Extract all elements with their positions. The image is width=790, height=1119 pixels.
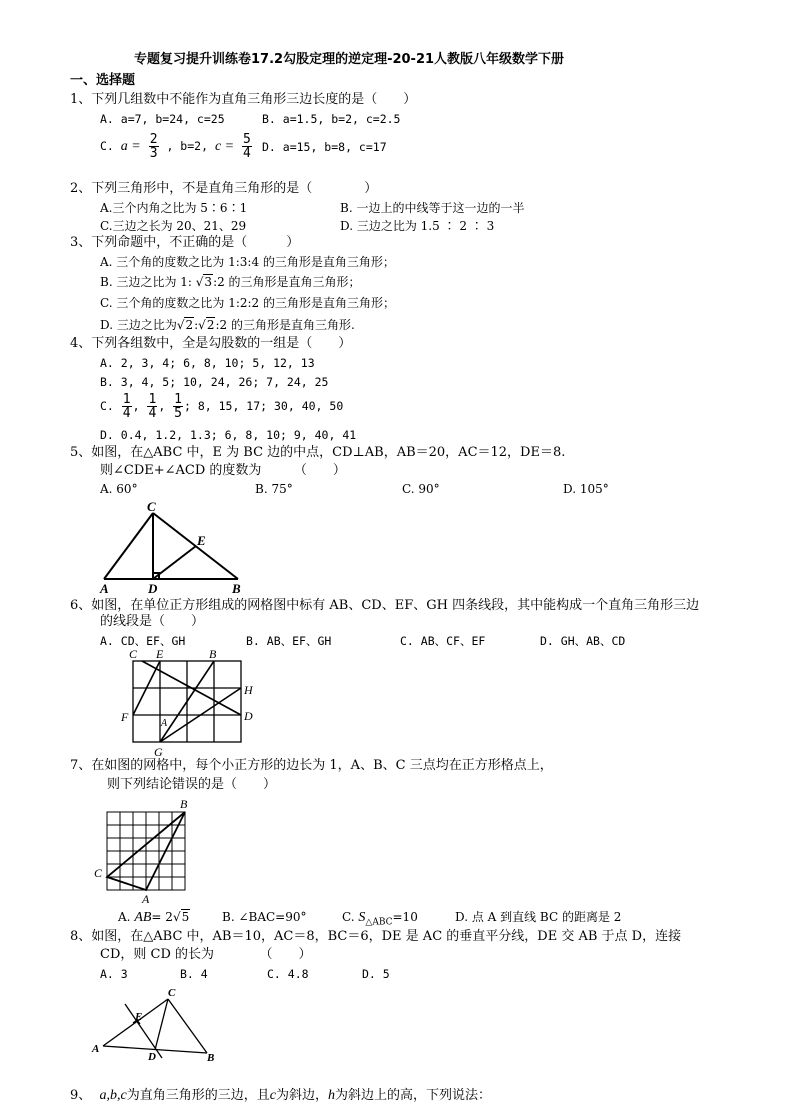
q5-stem-line1: 5、如图，在△ABC 中，E 为 BC 边的中点，CD⊥AB，AB＝20，AC＝12，DE＝8.	[70, 445, 566, 460]
q2-option-b: B. 一边上的中线等于这一边的一半	[340, 201, 525, 215]
q8-option-b: B. 4	[180, 967, 208, 981]
q8-stem-line1: 8、如图，在△ABC 中，AB＝10，AC＝8，BC＝6，DE 是 AC 的垂直平分线，DE 交 AB 于点 D，连接	[70, 929, 682, 944]
q1-option-d: D. a=15, b=8, c=17	[262, 140, 387, 154]
q9-text2: 为斜边，	[276, 1088, 329, 1103]
q3-option-b: B. 三边之比为 1: √3:2 的三角形是直角三角形；	[100, 275, 361, 289]
q3-option-a: A. 三个角的度数之比为 1:3:4 的三角形是直角三角形；	[100, 255, 395, 269]
q3-option-d-colon: :	[194, 318, 199, 332]
q7-grid-figure	[90, 795, 210, 905]
q4-option-b: B. 3, 4, 5; 10, 24, 26; 7, 24, 25	[100, 375, 329, 389]
q6-label-c: C	[129, 647, 138, 661]
q4-frac3	[173, 393, 183, 420]
q6-stem-line2: 的线段是（ ）	[100, 614, 205, 629]
q8-label-c: C	[168, 987, 176, 999]
q7-option-a-expr: AB	[134, 910, 152, 925]
q7-option-d: D. 点 A 到直线 BC 的距离是 2	[455, 910, 622, 924]
q6-label-e: E	[156, 647, 164, 661]
q5-option-c: C. 90°	[402, 482, 440, 496]
q9-var-h: h	[328, 1088, 336, 1103]
q3-option-b-post: :2 的三角形是直角三角形；	[213, 275, 361, 289]
frac-numerator: 1	[122, 392, 131, 407]
q8-triangle-figure	[85, 984, 235, 1064]
q8-option-d: D. 5	[362, 967, 390, 981]
q7-option-a: A. AB= 2√5	[118, 910, 190, 925]
q5-label-c: C	[147, 499, 156, 514]
q7-option-c-s: S	[358, 910, 366, 925]
q1-option-c-frac1	[149, 133, 159, 160]
q8-option-c: C. 4.8	[267, 967, 309, 981]
q8-label-b: B	[207, 1052, 215, 1064]
q7-label-a: A	[142, 892, 150, 905]
q7-label-c: C	[94, 866, 103, 880]
q7-stem-line1: 7、在如图的网格中，每个小正方形的边长为 1，A、B、C 三点均在正方形格点上，	[70, 758, 553, 773]
q2-stem: 2、下列三角形中，不是直角三角形的是（ ）	[70, 181, 378, 196]
q2-option-c: C.三边之长为 20、21、29	[100, 219, 247, 233]
q6-grid-figure	[115, 645, 265, 760]
q6-option-a: A. CD、EF、GH	[100, 634, 186, 648]
q3-option-b-radicand: 3	[204, 275, 213, 289]
q6-label-b: B	[209, 647, 217, 661]
q6-label-d: D	[244, 709, 253, 723]
q9-text1: 为直角三角形的三边，且	[126, 1088, 270, 1103]
q3-option-d-radicand2: 2	[206, 318, 215, 332]
q8-label-d: D	[148, 1051, 156, 1063]
q7-option-a-radicand: 5	[181, 910, 190, 924]
q5-label-e: E	[197, 533, 206, 548]
q5-option-a: A. 60°	[100, 482, 138, 496]
q1-option-a: A. a=7, b=24, c=25	[100, 112, 225, 126]
q1-option-c	[100, 128, 253, 164]
frac-denominator: 4	[148, 406, 157, 421]
q7-option-c	[342, 910, 418, 929]
q4-frac2	[147, 393, 157, 420]
frac-denominator: 4	[122, 406, 131, 421]
q3-stem: 3、下列命题中，不正确的是（ ）	[70, 235, 300, 250]
q7-stem-line2: 则下列结论错误的是（ ）	[107, 777, 277, 792]
q5-label-b: B	[232, 581, 241, 596]
q2-option-a: A.三个内角之比为 5∶6∶1	[100, 201, 248, 215]
q4-option-c-letter: C.	[100, 399, 114, 413]
q8-label-a: A	[92, 1043, 100, 1055]
section-heading: 一、选择题	[70, 73, 136, 88]
q1-option-c-frac2	[242, 133, 252, 160]
frac-numerator: 2	[149, 132, 158, 147]
q6-stem-line1: 6、如图，在单位正方形组成的网格图中标有 AB、CD、EF、GH 四条线段，其中能构成一个直角三角形三边	[70, 598, 700, 613]
q4-option-c-post: ; 8, 15, 17; 30, 40, 50	[184, 399, 344, 413]
q1-option-c-c: c =	[214, 139, 235, 154]
frac-denominator: 4	[243, 146, 251, 161]
q8-stem-line2: CD，则 CD 的长为 （ ）	[100, 947, 312, 962]
q7-option-b: B. ∠BAC=90°	[222, 910, 307, 924]
q4-stem: 4、下列各组数中，全是勾股数的一组是（ ）	[70, 336, 352, 351]
frac-denominator: 3	[149, 146, 158, 161]
q6-label-h: H	[244, 683, 253, 697]
q8-option-a: A. 3	[100, 967, 128, 981]
q1-stem: 1、下列几组数中不能作为直角三角形三边长度的是（ ）	[70, 92, 417, 107]
q9-number: 9、	[70, 1088, 92, 1103]
q5-option-b: B. 75°	[255, 482, 293, 496]
q6-option-c: C. AB、CF、EF	[400, 634, 486, 648]
q5-stem-line2: 则∠CDE+∠ACD 的度数为 （ ）	[100, 463, 346, 478]
q1-option-c-a: a =	[120, 139, 141, 154]
q5-option-d: D. 105°	[563, 482, 609, 496]
q4-option-d: D. 0.4, 1.2, 1.3; 6, 8, 10; 9, 40, 41	[100, 428, 357, 442]
frac-numerator: 1	[174, 392, 182, 407]
q9-stem	[70, 1089, 491, 1103]
q7-option-c-letter: C.	[342, 910, 355, 924]
q4-option-c: C. $\frac{1}{4}$ , $\frac{1}{4}$ , $\frac{1}{5}$ ; 8, 15, 17; 30, 40, 50	[100, 392, 344, 421]
q8-label-e: E	[135, 1011, 143, 1023]
q4-option-a: A. 2, 3, 4; 6, 8, 10; 5, 12, 13	[100, 356, 315, 370]
q6-label-f: F	[121, 710, 129, 724]
q1-option-c-b: , b=2,	[166, 139, 208, 153]
frac-denominator: 5	[174, 406, 182, 421]
q3-option-d-pre: D. 三边之比为	[100, 318, 177, 332]
q6-option-d: D. GH、AB、CD	[540, 634, 626, 648]
q1-option-b: B. a=1.5, b=2, c=2.5	[262, 112, 401, 126]
q9-text3: 为斜边上的高，下列说法：	[335, 1088, 492, 1103]
q6-label-g: G	[154, 745, 163, 759]
q5-label-d: D	[148, 581, 158, 596]
q3-option-d: D. 三边之比为√2:√2:2 的三角形是直角三角形.	[100, 318, 355, 332]
q7-option-a-eq: = 2	[151, 910, 173, 924]
q9-vars: a,b,c	[99, 1088, 127, 1103]
q3-option-b-pre: B. 三边之比为 1:	[100, 275, 192, 289]
q7-grid	[107, 812, 185, 890]
q9-var-c: c	[269, 1088, 276, 1103]
frac-numerator: 1	[148, 392, 157, 407]
q4-frac1	[122, 393, 132, 420]
q3-option-d-post: :2 的三角形是直角三角形.	[215, 318, 355, 332]
q7-option-c-sub: △ABC	[365, 917, 393, 928]
q3-option-c: C. 三个角的度数之比为 1:2:2 的三角形是直角三角形；	[100, 296, 396, 310]
q3-option-d-radicand1: 2	[185, 318, 194, 332]
q6-label-a: A	[161, 718, 168, 729]
q1-option-c-letter: C.	[100, 139, 114, 153]
page-title: 专题复习提升训练卷17.2勾股定理的逆定理-20-21人教版八年级数学下册	[134, 52, 565, 67]
q7-option-c-post: =10	[392, 910, 418, 924]
q5-label-a: A	[100, 581, 109, 596]
q7-option-a-letter: A.	[118, 910, 131, 924]
frac-numerator: 5	[243, 132, 251, 147]
q5-triangle-figure	[90, 498, 260, 598]
q6-option-b: B. AB、EF、GH	[246, 634, 332, 648]
q7-label-b: B	[180, 797, 188, 811]
q2-option-d: D. 三边之比为 1.5 ∶ 2 ∶ 3	[340, 219, 495, 233]
